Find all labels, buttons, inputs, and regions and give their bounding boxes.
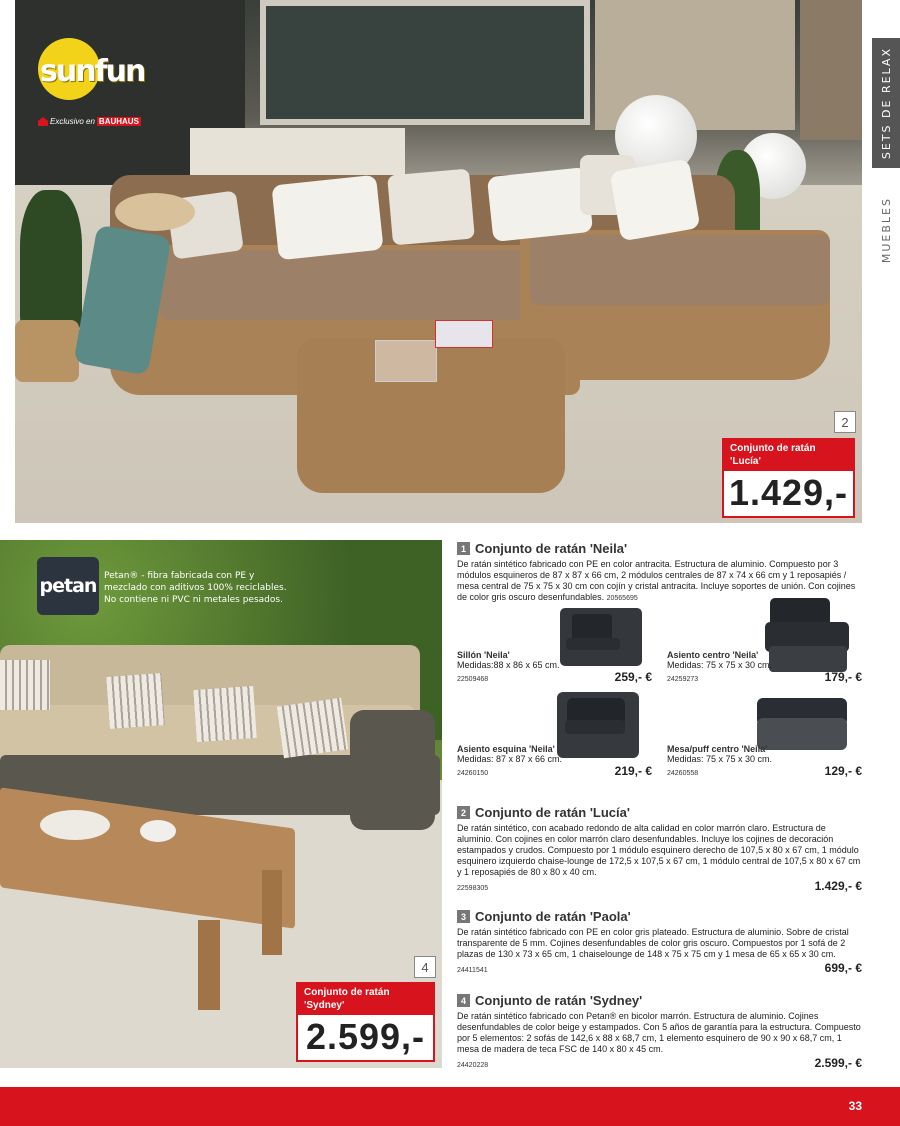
house-icon: [38, 117, 48, 126]
hero-tag-title: Conjunto de ratán 'Lucía': [724, 440, 853, 471]
footer-bar: [0, 1087, 900, 1126]
module-code: 24260558: [667, 770, 699, 777]
product-description: De ratán sintético fabricado con PE en color gris plateado. Estructura de aluminio. Sobre de cristal transparente de 5 mm. Cojines desenfundables de color gris oscuro. Compuestos por 1 sofá de 2 plazas de 130 x 73 x 65 cm, 1 chaiselounge de 148 x 75 x 75 cm y 1 mesa de 65 x 65 x 30 cm.: [457, 927, 849, 959]
module-mesa-puff-neila: [667, 744, 862, 778]
module-price: 179,- €: [824, 670, 862, 684]
product-code: 24411541: [457, 967, 488, 974]
tab-muebles[interactable]: [872, 190, 900, 270]
sydney-photo-number: 4: [414, 956, 436, 978]
petan-description: Petan® - fibra fabricada con PE y mezclado con aditivos 100% reciclables. No contiene ni PVC ni metales pesados.: [104, 571, 287, 605]
module-measurements: Medidas: 75 x 75 x 30 cm.: [667, 754, 773, 764]
product-price: 2.599,- €: [814, 1056, 862, 1070]
product-number-badge: 2: [457, 806, 470, 819]
module-price: 259,- €: [614, 670, 652, 684]
product-description: De ratán sintético fabricado con Petan® en bicolor marrón. Estructura de aluminio. Cojines desenfundables de color beige y estampados. Con 5 años de garantía para la estructura. Compuesto por 5 elementos: 2 sofás de 142,6 x 88 x 68,7 cm, 1 elemento esquinero de 90 x 90 x 68,7 cm, 1 mesa de madera de teca FSC de 140 x 80 x 45 cm.: [457, 1011, 861, 1054]
module-name: Sillón 'Neila': [457, 650, 510, 660]
module-asiento-centro-neila: [667, 650, 862, 684]
product-code: 20565695: [606, 595, 638, 602]
page-number: 33: [848, 1099, 862, 1113]
bauhaus-label: BAUHAUS: [98, 117, 139, 126]
tab-muebles-label: MUEBLES: [879, 196, 893, 264]
hero-photo-number: 2: [834, 411, 856, 433]
tab-sets-de-relax[interactable]: [872, 38, 900, 168]
product-price: 1.429,- €: [814, 879, 862, 893]
sunfun-logo: [38, 38, 148, 100]
module-name: Asiento centro 'Neila': [667, 650, 759, 660]
module-code: 24260150: [457, 770, 489, 777]
module-measurements: Medidas:88 x 86 x 65 cm.: [457, 660, 560, 670]
product-lucia-title: [457, 805, 862, 820]
bauhaus-exclusive-badge: [38, 117, 141, 126]
module-measurements: Medidas: 87 x 87 x 66 cm.: [457, 754, 563, 764]
product-code: 24420228: [457, 1062, 489, 1069]
product-number-badge: 4: [457, 994, 470, 1007]
product-paola: [457, 909, 862, 975]
sunfun-wordmark: sunfun: [40, 54, 145, 89]
sydney-tag-price: 2.599,-: [305, 1016, 426, 1057]
product-title-text: Conjunto de ratán 'Neila': [475, 541, 628, 556]
product-sydney-title: [457, 993, 862, 1008]
module-price: 129,- €: [824, 764, 862, 778]
module-measurements: Medidas: 75 x 75 x 30 cm.: [667, 660, 773, 670]
module-sillon-neila: [457, 650, 652, 684]
module-name: Mesa/puff centro 'Neila': [667, 744, 768, 754]
exclusive-label: Exclusivo en: [50, 117, 95, 126]
product-number-badge: 1: [457, 542, 470, 555]
product-paola-title: [457, 909, 862, 924]
product-neila: [457, 541, 862, 604]
product-title-text: Conjunto de ratán 'Paola': [475, 909, 631, 924]
product-sydney: [457, 993, 862, 1070]
product-description-text: De ratán sintético fabricado con PE en color antracita. Estructura de aluminio. Compuesto por 3 módulos esquineros de 87 x 87 x 66 cm, 2 módulos centrales de 87 x 74 x 66 cm y 1 reposapiés / mesa central de 75 x 75 x 30 cm con cojín y cristal antracita. Incluye soportes de unión. Con cojines de color gris oscuro desenfundables.: [457, 559, 856, 602]
module-code: 24259273: [667, 676, 699, 683]
product-price: 699,- €: [824, 961, 862, 975]
module-name: Asiento esquina 'Neila': [457, 744, 555, 754]
hero-price-tag: [722, 438, 855, 518]
petan-logo: petan: [37, 557, 99, 615]
product-title-text: Conjunto de ratán 'Sydney': [475, 993, 643, 1008]
product-lucia: [457, 805, 862, 893]
hero-tag-price: 1.429,-: [728, 472, 849, 513]
mesa-puff-neila-image: [757, 698, 847, 750]
product-description: De ratán sintético, con acabado redondo de alta calidad en color marrón claro. Estructura de aluminio. Con cojines en color marrón claro desenfundables. Incluye los cojines de decoración estampados y crudos. Compuesto por 1 módulo esquinero derecho de 107,5 x 80 x 67 cm, 1 módulo esquinero izquierdo chaise-lounge de 172,5 x 107,5 x 67 cm, 1 módulo central de 107,5 x 80 x 67 cm y 1 reposapiés de 80 x 80 x 40 cm.: [457, 823, 861, 877]
product-title-text: Conjunto de ratán 'Lucía': [475, 805, 630, 820]
sydney-price-tag: [296, 982, 435, 1062]
tab-sets-label: SETS DE RELAX: [879, 46, 893, 160]
product-neila-title: [457, 541, 862, 556]
module-asiento-esquina-neila: [457, 744, 652, 778]
product-code: 22598305: [457, 885, 489, 892]
product-number-badge: 3: [457, 910, 470, 923]
sydney-tag-title: Conjunto de ratán 'Sydney': [298, 984, 433, 1015]
module-price: 219,- €: [614, 764, 652, 778]
module-code: 22509468: [457, 676, 489, 683]
